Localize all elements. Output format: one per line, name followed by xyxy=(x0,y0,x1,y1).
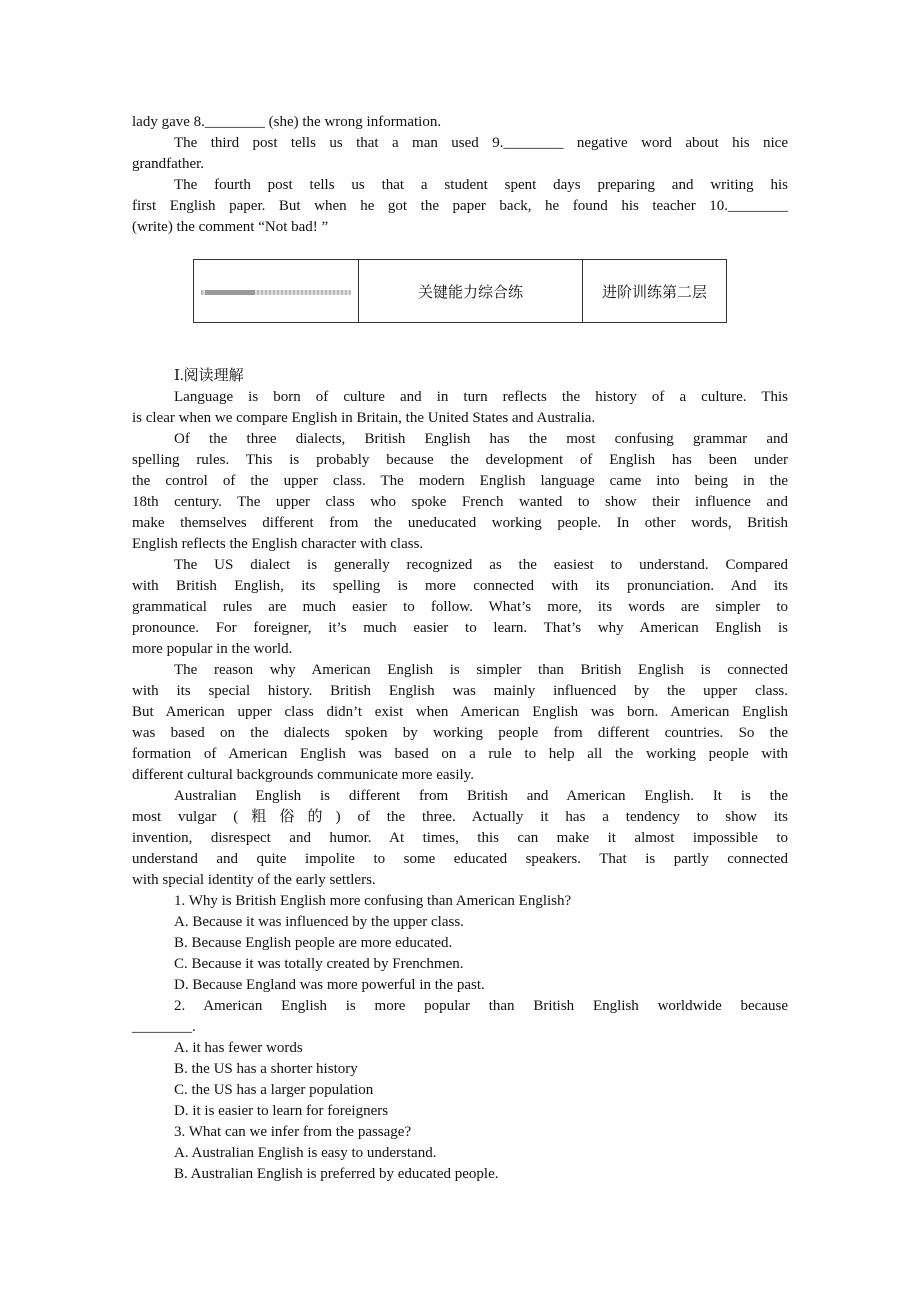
text-line: Australian English is different from British and American English. It is the xyxy=(174,788,788,804)
text-line: The fourth post tells us that a student spent days preparing and writing his xyxy=(174,177,788,193)
text-line: Ⅰ.阅读理解 xyxy=(174,368,244,384)
text-line: understand and quite impolite to some educated speakers. That is partly connected xyxy=(132,851,788,867)
text-line: 3. What can we infer from the passage? xyxy=(174,1124,412,1140)
paragraph xyxy=(132,660,788,786)
text-line: invention, disrespect and humor. At times, this can make it almost impossible to xyxy=(132,830,788,846)
text-line: lady gave 8.________ (she) the wrong information. xyxy=(132,114,442,130)
text-line: formation of American English was based on a rule to help all the working people with xyxy=(132,746,788,762)
text-line: C. Because it was totally created by Frenchmen. xyxy=(174,956,464,972)
decorative-banner-cell xyxy=(194,260,359,323)
text-line: with British English, its spelling is more connected with its pronunciation. And its xyxy=(132,578,788,594)
paragraph xyxy=(132,891,788,912)
text-line: is clear when we compare English in Britain, the United States and Australia. xyxy=(132,410,596,426)
paragraph xyxy=(132,1164,788,1185)
text-line: Of the three dialects, British English has the most confusing grammar and xyxy=(174,431,788,447)
text-line: first English paper. But when he got the paper back, he found his teacher 10.________ xyxy=(132,198,788,214)
paragraph xyxy=(132,786,788,891)
paragraph xyxy=(132,1143,788,1164)
text-line: 2. American English is more popular than British English worldwide because xyxy=(174,998,788,1014)
paragraph xyxy=(132,555,788,660)
paragraph xyxy=(132,387,788,429)
paragraph xyxy=(132,366,788,387)
text-line: B. Because English people are more educated. xyxy=(174,935,453,951)
text-line: The third post tells us that a man used 9.________ negative word about his nice xyxy=(174,135,788,151)
text-line: 1. Why is British English more confusing than American English? xyxy=(174,893,572,909)
text-line: C. the US has a larger population xyxy=(174,1082,374,1098)
paragraph xyxy=(132,1080,788,1101)
level-title-cell: 进阶训练第二层 xyxy=(583,260,727,323)
text-line: grandfather. xyxy=(132,156,205,172)
text-line: Language is born of culture and in turn reflects the history of a culture. This xyxy=(174,389,788,405)
text-line: was based on the dialects spoken by working people from different countries. So the xyxy=(132,725,788,741)
text-line: 18th century. The upper class who spoke French wanted to show their influence and xyxy=(132,494,788,510)
paragraph xyxy=(132,1122,788,1143)
text-line: But American upper class didn’t exist when American English was born. American English xyxy=(132,704,788,720)
text-line: ________. xyxy=(132,1019,196,1035)
text-line: English reflects the English character with class. xyxy=(132,536,424,552)
text-line: most vulgar (粗俗的) of the three. Actually it has a tendency to show its xyxy=(132,809,788,825)
text-line: pronounce. For foreigner, it’s much easier to learn. That’s why American English is xyxy=(132,620,788,636)
text-line: more popular in the world. xyxy=(132,641,293,657)
text-line: A. Because it was influenced by the upper class. xyxy=(174,914,464,930)
text-line: A. Australian English is easy to understand. xyxy=(174,1145,437,1161)
text-line: The reason why American English is simpler than British English is connected xyxy=(174,662,788,678)
text-line: spelling rules. This is probably because the development of English has been under xyxy=(132,452,788,468)
text-line: make themselves different from the uneducated working people. In other words, British xyxy=(132,515,788,531)
text-line: A. it has fewer words xyxy=(174,1040,303,1056)
text-line: D. Because England was more powerful in the past. xyxy=(174,977,485,993)
text-line: D. it is easier to learn for foreigners xyxy=(174,1103,389,1119)
text-line: (write) the comment “Not bad! ” xyxy=(132,219,329,235)
paragraph xyxy=(132,954,788,975)
paragraph xyxy=(132,175,788,238)
text-line: with its special history. British English was mainly influenced by the upper class. xyxy=(132,683,788,699)
text-line: grammatical rules are much easier to follow. What’s more, its words are simpler to xyxy=(132,599,788,615)
paragraph xyxy=(132,1101,788,1122)
section-title-cell: 关键能力综合练 xyxy=(359,260,583,323)
previous-exercise-text xyxy=(132,112,788,238)
text-line: different cultural backgrounds communicate more easily. xyxy=(132,767,474,783)
text-line: the control of the upper class. The modern English language came into being in the xyxy=(132,473,788,489)
text-line: B. the US has a shorter history xyxy=(174,1061,358,1077)
paragraph xyxy=(132,1059,788,1080)
text-line: with special identity of the early settlers. xyxy=(132,872,376,888)
paragraph xyxy=(132,429,788,555)
reading-comprehension-section xyxy=(132,366,788,1185)
text-line: B. Australian English is preferred by educated people. xyxy=(174,1166,499,1182)
section-header-table xyxy=(193,259,727,323)
paragraph xyxy=(132,933,788,954)
paragraph xyxy=(132,996,788,1038)
paragraph xyxy=(132,975,788,996)
paragraph xyxy=(132,112,788,133)
paragraph xyxy=(132,912,788,933)
decorative-bar-image xyxy=(201,290,351,295)
text-line: The US dialect is generally recognized as the easiest to understand. Compared xyxy=(174,557,788,573)
paragraph xyxy=(132,1038,788,1059)
paragraph xyxy=(132,133,788,175)
